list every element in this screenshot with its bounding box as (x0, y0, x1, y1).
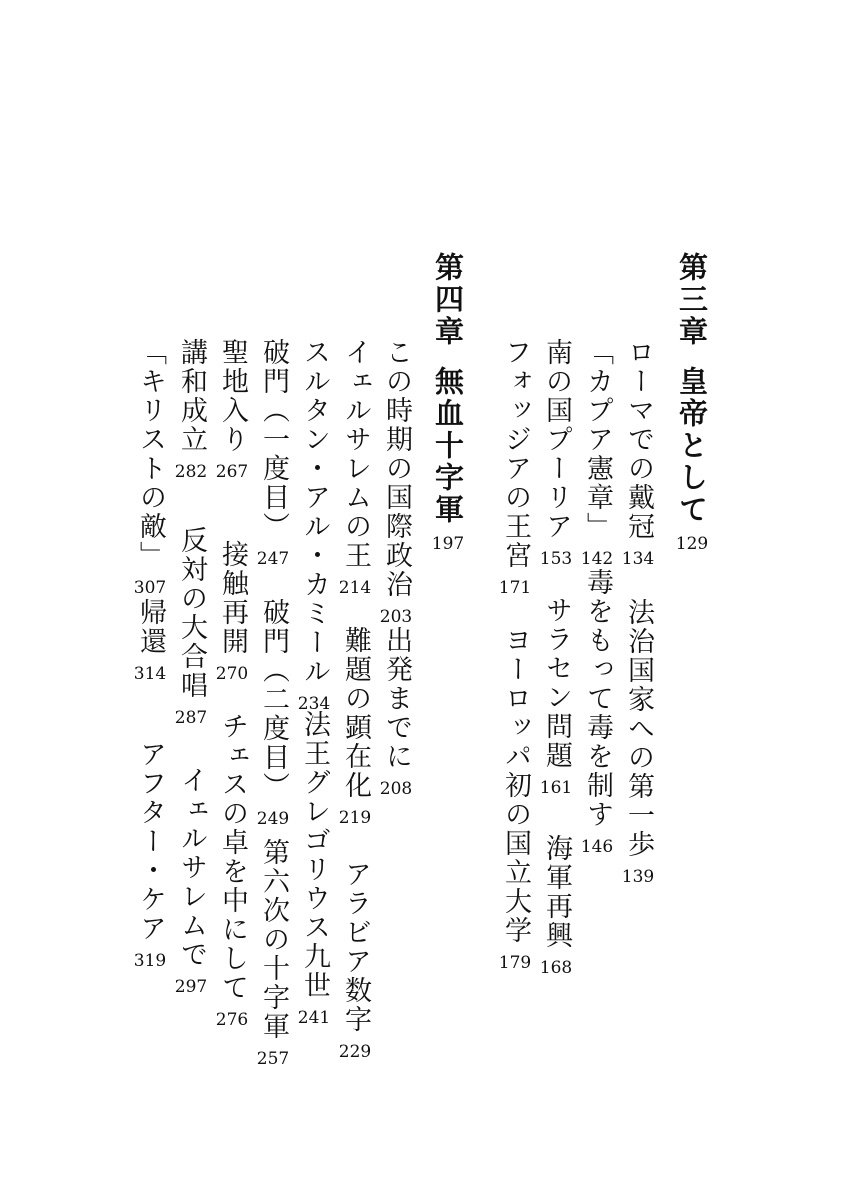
entry-page: 203 (379, 607, 413, 627)
toc-entry[interactable] (294, 338, 334, 714)
entry-page: 276 (215, 1010, 249, 1030)
chapter-4-column-3 (294, 0, 334, 1198)
entry-page: 297 (174, 977, 208, 997)
chapter-3-page: 129 (675, 534, 709, 554)
entry-title: スルタン・アル・カミール (299, 338, 330, 686)
toc-entry[interactable] (212, 712, 252, 1030)
entry-page: 282 (174, 462, 208, 482)
toc-entry[interactable] (495, 626, 535, 973)
entry-page: 168 (539, 958, 573, 978)
entry-title: 講和成立 (176, 338, 207, 454)
entry-page: 241 (297, 1008, 331, 1028)
entry-title: イェルサレムで (176, 766, 207, 969)
entry-page: 134 (621, 549, 655, 569)
chapter-3-column-1 (618, 0, 658, 1198)
toc-entry[interactable] (130, 740, 170, 971)
chapter-3-column-3 (536, 0, 576, 1198)
chapter-3-column-2 (577, 0, 617, 1198)
chapter-4-column-6 (171, 0, 211, 1198)
chapter-3-title: 皇帝として (675, 366, 709, 526)
chapter-3-heading-column (672, 0, 712, 1198)
entry-page: 208 (379, 779, 413, 799)
entry-title: 難題の顕在化 (340, 626, 371, 800)
toc-entry[interactable] (253, 338, 293, 569)
entry-title: 南の国プーリア (541, 338, 572, 541)
entry-page: 247 (256, 549, 290, 569)
entry-page: 257 (256, 1049, 290, 1069)
entry-page: 139 (621, 867, 655, 887)
entry-title: この時期の国際政治 (381, 338, 412, 599)
toc-entry[interactable] (618, 338, 658, 569)
chapter-4-column-1 (376, 0, 416, 1198)
toc-entry[interactable] (335, 860, 375, 1062)
entry-page: 219 (338, 808, 372, 828)
entry-page: 287 (174, 708, 208, 728)
toc-entry[interactable] (253, 838, 293, 1069)
entry-title: アフター・ケア (135, 740, 166, 943)
entry-title: 接触再開 (217, 540, 248, 656)
toc-entry[interactable] (536, 596, 576, 798)
toc-entry[interactable] (618, 598, 658, 887)
entry-title: 聖地入り (217, 338, 248, 454)
entry-page: 307 (133, 578, 167, 598)
chapter-4-column-4 (253, 0, 293, 1198)
chapter-3-column-4 (495, 0, 535, 1198)
entry-page: 270 (215, 664, 249, 684)
entry-page: 249 (256, 809, 290, 829)
entry-title: 帰還 (135, 598, 166, 656)
toc-entry[interactable] (577, 568, 617, 857)
toc-entry[interactable] (577, 338, 617, 569)
entry-title: 第六次の十字軍 (258, 838, 289, 1041)
entry-page: 229 (338, 1042, 372, 1062)
chapter-4-heading-column (428, 0, 468, 1198)
entry-title: 破門（一度目） (258, 338, 289, 541)
toc-entry[interactable] (294, 710, 334, 1028)
entry-title: 法王グレゴリウス九世 (299, 710, 330, 1000)
toc-entry[interactable] (171, 766, 211, 997)
entry-page: 319 (133, 951, 167, 971)
chapter-4-column-7 (130, 0, 170, 1198)
entry-page: 153 (539, 549, 573, 569)
entry-page: 171 (498, 578, 532, 598)
toc-entry[interactable] (130, 338, 170, 598)
entry-title: ローマでの戴冠 (623, 338, 654, 541)
entry-title: イェルサレムの王 (340, 338, 371, 570)
entry-title: 反対の大合唱 (176, 526, 207, 700)
chapter-3-label: 第三章 (675, 252, 709, 348)
chapter-4-label: 第四章 (431, 252, 465, 348)
entry-page: 267 (215, 462, 249, 482)
entry-page: 234 (297, 694, 331, 714)
entry-page: 161 (539, 778, 573, 798)
entry-title: 出発までに (381, 626, 412, 771)
toc-entry[interactable] (536, 338, 576, 569)
chapter-4-column-2 (335, 0, 375, 1198)
toc-entry[interactable] (376, 338, 416, 627)
toc-entry[interactable] (212, 338, 252, 482)
toc-entry[interactable] (536, 834, 576, 978)
entry-title: 海軍再興 (541, 834, 572, 950)
toc-entry[interactable] (335, 338, 375, 598)
entry-title: アラビア数字 (340, 860, 371, 1034)
toc-entry[interactable] (171, 338, 211, 482)
entry-title: 「カプア憲章」 (582, 338, 613, 541)
chapter-4-title: 無血十字軍 (431, 366, 465, 526)
entry-title: 毒をもって毒を制す (582, 568, 613, 829)
toc-entry[interactable] (495, 338, 535, 598)
entry-page: 314 (133, 664, 167, 684)
entry-title: 法治国家への第一歩 (623, 598, 654, 859)
chapter-4-page: 197 (431, 534, 465, 554)
toc-entry[interactable] (212, 540, 252, 684)
entry-page: 179 (498, 953, 532, 973)
entry-title: 「キリストの敵」 (135, 338, 166, 570)
entry-title: サラセン問題 (541, 596, 572, 770)
entry-page: 142 (580, 549, 614, 569)
toc-entry[interactable] (253, 598, 293, 829)
toc-entry[interactable] (171, 526, 211, 728)
chapter-4-column-5 (212, 0, 252, 1198)
toc-entry[interactable] (130, 598, 170, 684)
toc-entry[interactable] (335, 626, 375, 828)
entry-title: ヨーロッパ初の国立大学 (500, 626, 531, 945)
entry-page: 214 (338, 578, 372, 598)
entry-title: 破門（二度目） (258, 598, 289, 801)
entry-title: フォッジアの王宮 (500, 338, 531, 570)
chapter-4-heading[interactable] (428, 252, 468, 554)
entry-title: チェスの卓を中にして (217, 712, 248, 1002)
entry-page: 146 (580, 837, 614, 857)
toc-entry[interactable] (376, 626, 416, 799)
chapter-3-heading[interactable] (672, 252, 712, 554)
